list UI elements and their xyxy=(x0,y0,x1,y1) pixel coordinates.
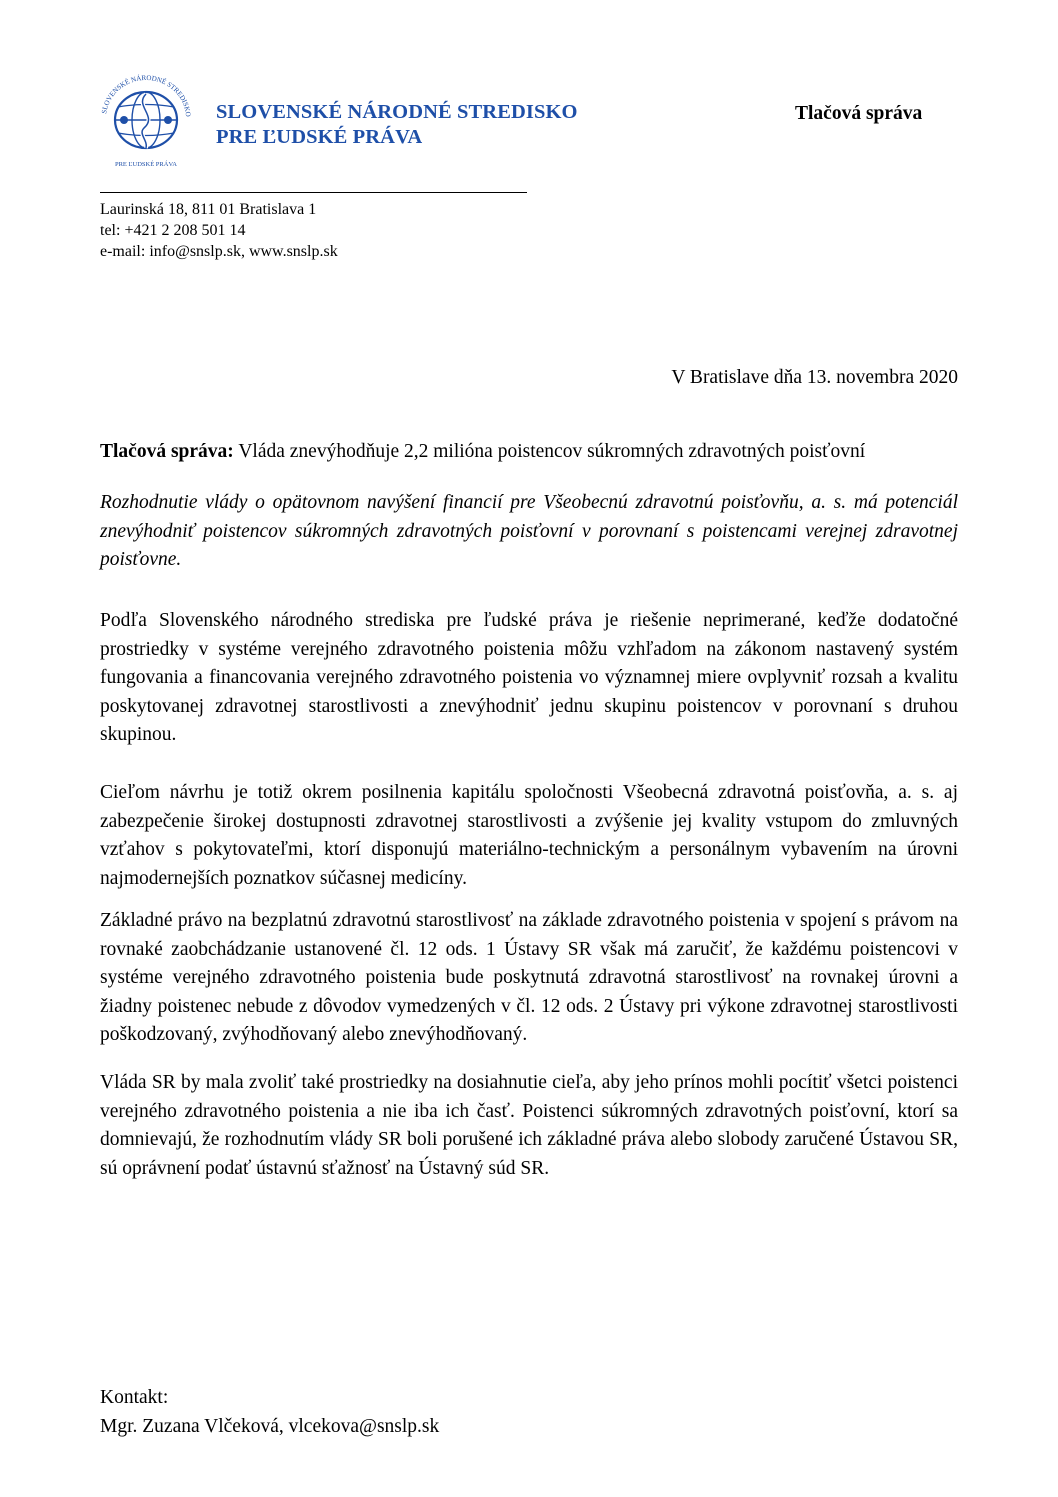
logo-arc-text: SLOVENSKÉ NÁRODNÉ STREDISKO xyxy=(100,73,193,118)
address-email: e-mail: info@snslp.sk, www.snslp.sk xyxy=(100,243,338,260)
lead-paragraph: Rozhodnutie vlády o opätovnom navýšení financií pre Všeobecnú zdravotnú poisťovňu, a. s. má potenciál znevýhodniť poistencov súkromných zdravotných poisťovní v porovnaní s poistencami verejnej zdravotnej poisťovne. xyxy=(100,492,958,570)
address-block xyxy=(100,199,338,262)
body-paragraph-2: Cieľom návrhu je totiž okrem posilnenia kapitálu spoločnosti Všeobecná zdravotná poisťovňa, a. s. aj zabezpečenie širokej dostupnosti zdravotnej starostlivosti a zvýšenie jej kvality vstupom do zmluvných vzťahov s pokytovateľmi, ktorí disponujú materiálno-technickým a personálnym vybavením na úrovni najmodernejších poznatkov súčasnej medicíny. xyxy=(100,782,958,889)
headline-text: Vláda znevýhodňuje 2,2 milióna poistencov súkromných zdravotných poisťovní xyxy=(233,441,866,462)
snslp-globe-logo-icon xyxy=(94,72,198,170)
contact-person: Mgr. Zuzana Vlčeková, vlcekova@snslp.sk xyxy=(100,1416,440,1437)
body-paragraph-4: Vláda SR by mala zvoliť také prostriedky na dosiahnutie cieľa, aby jeho prínos mohli pocítiť všetci poistenci verejného zdravotného poistenia a nie iba ich časť. Poistenci súkromných zdravotných poisťovní, ktorí sa domnievajú, že rozhodnutím vlády SR boli porušené ich základné práva alebo slobody zaručené Ústavou SR, sú oprávnení podať ústavnú sťažnosť na Ústavný súd SR. xyxy=(100,1072,958,1179)
org-name-line-2: PRE ĽUDSKÉ PRÁVA xyxy=(216,126,423,148)
headline xyxy=(100,441,865,463)
org-name-line-1: SLOVENSKÉ NÁRODNÉ STREDISKO xyxy=(216,101,578,123)
organization-name xyxy=(216,100,578,150)
header-divider xyxy=(100,192,527,193)
headline-label: Tlačová správa: xyxy=(100,441,234,462)
body-paragraph-1: Podľa Slovenského národného strediska pre ľudské práva je riešenie neprimerané, keďže dodatočné prostriedky v systéme verejného zdravotného poistenia môžu vzhľadom na zákonom nastavený systém fungovania a financovania verejného zdravotného poistenia vo významnej miere ovplyvniť rozsah a kvalitu poskytovanej zdravotnej starostlivosti a znevýhodniť jednu skupinu poistencov v porovnaní s druhou skupinou. xyxy=(100,610,958,745)
address-phone: tel: +421 2 208 501 14 xyxy=(100,222,246,239)
document-type: Tlačová správa xyxy=(795,103,923,124)
logo-bottom-text: PRE ĽUDSKÉ PRÁVA xyxy=(114,161,178,168)
contact-block xyxy=(100,1383,439,1441)
body-paragraph-3: Základné právo na bezplatnú zdravotnú starostlivosť na základe zdravotného poistenia v spojení s právom na rovnaké zaobchádzanie ustanovené čl. 12 ods. 1 Ústavy SR však má zaručiť, že každému poistencovi v systéme verejného zdravotného poistenia bude poskytnutá zdravotná starostlivosť na rovnakej úrovni a žiadny poistenec nebude z dôvodov vymedzených v čl. 12 ods. 2 Ústavy pri výkone zdravotnej starostlivosti poškodzovaný, zvýhodňovaný alebo znevýhodňovaný. xyxy=(100,910,958,1045)
contact-label: Kontakt: xyxy=(100,1387,169,1408)
date-line: V Bratislave dňa 13. novembra 2020 xyxy=(671,367,958,388)
address-street: Laurinská 18, 811 01 Bratislava 1 xyxy=(100,201,317,218)
